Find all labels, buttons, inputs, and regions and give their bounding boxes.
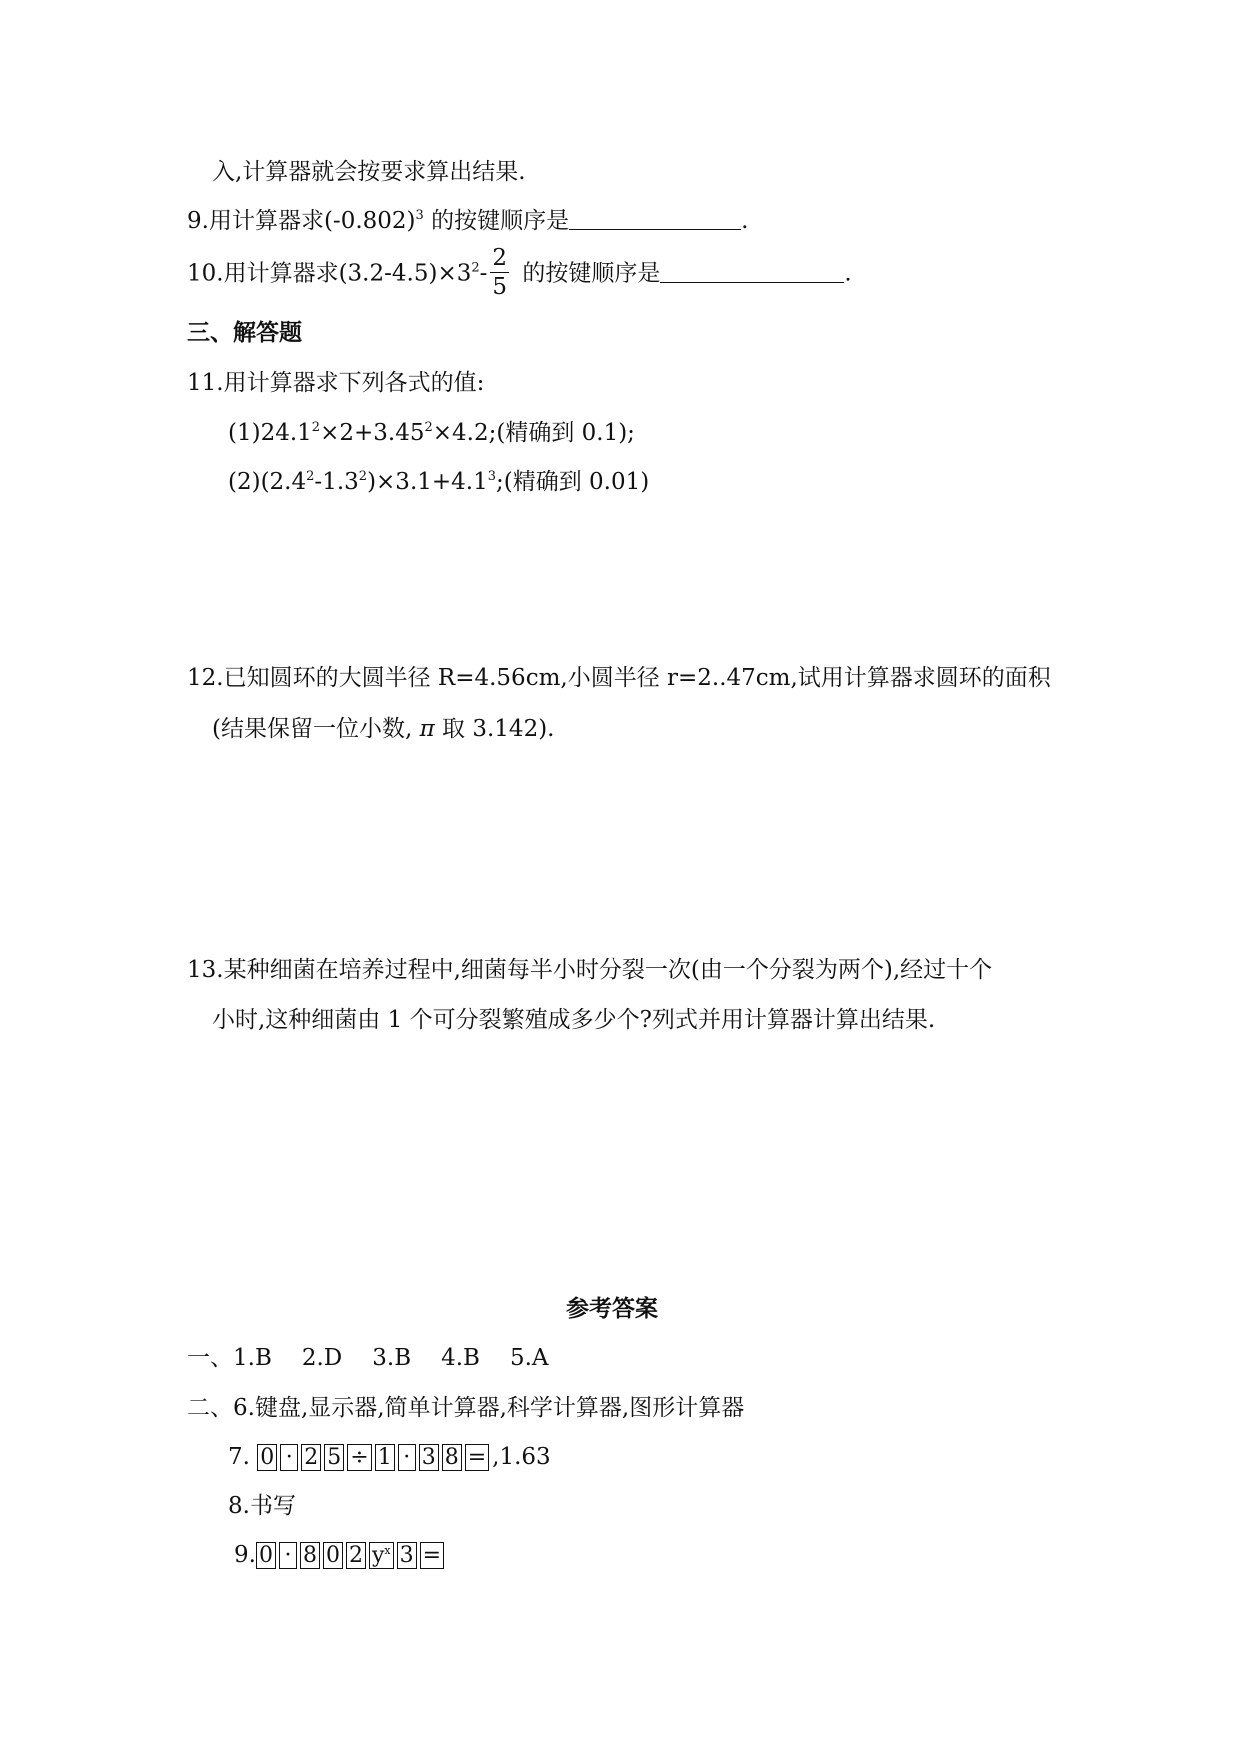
q10-end: . [844,260,852,287]
q10-minus: - [479,260,488,287]
answers-section-1 [187,1343,549,1373]
continuation-text: 入,计算器就会按要求算出结果. [212,159,526,185]
q11-p2-exp-3: 3 [487,469,497,484]
answer-7 [228,1442,551,1472]
calculator-key: · [280,1444,298,1471]
answers-title: 参考答案 [566,1295,658,1322]
calculator-key: = [465,1444,489,1471]
calculator-key: 8 [442,1444,462,1471]
q12-text-b: 取 3.142). [442,716,555,742]
q10-text: 10.用计算器求(3.2-4.5)×3 [187,260,472,287]
calculator-key: 3 [397,1542,417,1569]
calculator-key-power [369,1542,394,1569]
q11-p2-exp-2: 2 [358,469,368,484]
calculator-key: 3 [419,1444,439,1471]
answer-9-label: 9. [234,1542,256,1568]
q10-denominator: 5 [492,274,508,300]
q10-exponent: 2 [471,260,480,276]
q11-p2-text-c: )×3.1+4.1 [367,469,488,495]
answers-sec1-label: 一、 [187,1345,233,1371]
q9-text: 9.用计算器求(-0.802) [187,208,416,234]
calculator-key: 0 [257,1444,277,1471]
q10-text-post: 的按键顺序是 [515,260,661,287]
answer-9 [234,1540,447,1570]
answer-8: 8.书写 [228,1493,296,1519]
q10-answer-blank [660,260,844,283]
calculator-key: ÷ [347,1444,371,1471]
question-10 [187,246,852,303]
answer-7-label: 7. [228,1444,250,1470]
calculator-key: 8 [300,1542,320,1569]
answer-item: 5.A [509,1345,549,1371]
answers-section-2: 二、6.键盘,显示器,简单计算器,科学计算器,图形计算器 [187,1395,745,1421]
calculator-key: 5 [324,1444,344,1471]
q11-p1-exp-2: 2 [424,420,433,435]
power-key-base: y [371,1543,385,1568]
calculator-key: = [420,1542,444,1569]
q11-p1-text-a: (1)24.1 [228,420,312,446]
answer-item: 3.B [372,1345,412,1371]
answer-item: 1.B [233,1345,272,1371]
q9-end: . [741,208,749,234]
q12-text-a: (结果保留一位小数, [212,716,413,742]
q11-p1-exp-1: 2 [311,420,321,435]
question-13-line-2: 小时,这种细菌由 1 个可分裂繁殖成多少个?列式并用计算器计算出结果. [212,1007,936,1033]
calculator-key: 0 [323,1542,343,1569]
calculator-key: 2 [346,1542,366,1569]
calculator-key: · [398,1444,416,1471]
answer-7-result: ,1.63 [492,1444,551,1470]
power-key-exp: x [384,1544,391,1557]
calculator-key: · [279,1542,297,1569]
q11-p1-text-b: ×2+3.45 [320,420,425,446]
q11-p2-text-a: (2)(2.4 [228,469,307,495]
continuation-line [212,157,526,187]
question-12-line-2 [212,714,555,744]
calculator-key: 1 [375,1444,395,1471]
q9-exponent: 3 [415,208,424,223]
q11-p1-text-c: ×4.2;(精确到 0.1); [432,420,635,446]
answer-item: 4.B [441,1345,480,1371]
calculator-key: 0 [256,1542,276,1569]
section-3-heading: 三、解答题 [187,319,302,346]
question-11-part-2 [228,467,649,497]
q11-p2-exp-1: 2 [306,469,315,484]
question-9 [187,206,748,236]
calculator-key: 2 [301,1444,321,1471]
question-11-stem: 11.用计算器求下列各式的值: [187,370,485,396]
q11-p2-text-d: ;(精确到 0.01) [496,469,650,495]
question-13-line-1: 13.某种细菌在培养过程中,细菌每半小时分裂一次(由一个分裂为两个),经过十个 [187,957,993,983]
question-11-part-1 [228,418,635,448]
pi-symbol: π [419,716,435,742]
q9-text-post: 的按键顺序是 [423,208,570,234]
q10-numerator: 2 [492,245,508,271]
answer-item: 2.D [301,1345,343,1371]
q10-fraction [490,244,509,301]
q9-answer-blank [569,207,741,230]
question-12-line-1: 12.已知圆环的大圆半径 R=4.56cm,小圆半径 r=2..47cm,试用计算器求圆环的面积 [187,665,1051,691]
q11-p2-text-b: -1.3 [314,469,359,495]
